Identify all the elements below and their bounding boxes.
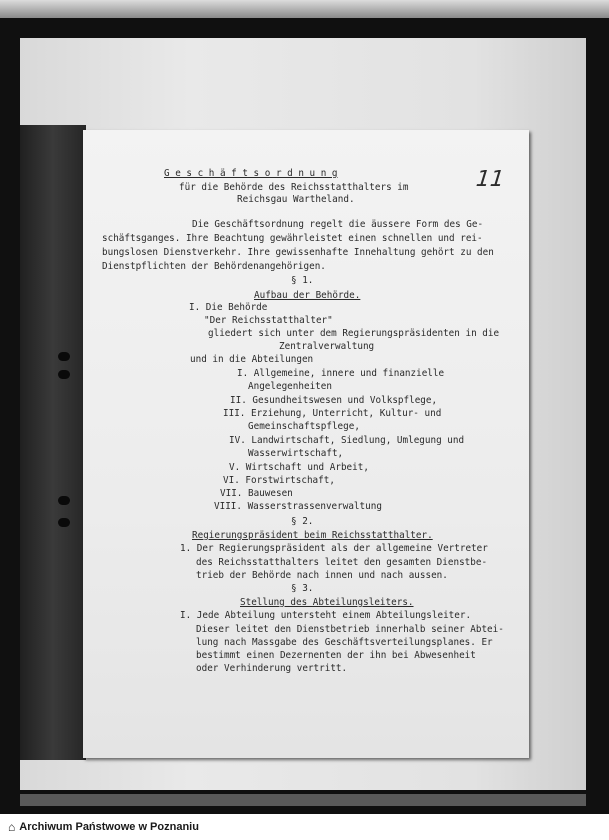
text-line: I. Allgemeine, innere und finanzielle (237, 368, 445, 379)
text-line: Angelegenheiten (248, 381, 332, 392)
text-line: Wasserwirtschaft, (248, 448, 344, 459)
text-line: Regierungspräsident beim Reichsstatthalter. (192, 530, 433, 541)
text-line: § 3. (291, 583, 314, 594)
text-line: G e s c h ä f t s o r d n u n g (164, 168, 338, 179)
text-line: "Der Reichsstatthalter" (204, 315, 333, 326)
text-line: lung nach Massgabe des Geschäftsverteilungsplanes. Er (196, 637, 493, 648)
text-line: Dienstpflichten der Behördenangehörigen. (102, 261, 326, 272)
punch-hole (58, 352, 70, 361)
text-line: VII. Bauwesen (220, 488, 293, 499)
text-line: § 2. (291, 516, 314, 527)
top-frame-bar (0, 0, 609, 18)
archive-name: Archiwum Państwowe w Poznaniu (19, 821, 199, 833)
text-line: III. Erziehung, Unterricht, Kultur- und (223, 408, 442, 419)
text-line: § 1. (291, 275, 314, 286)
text-line: bestimmt einen Dezernenten der ihn bei Abwesenheit (196, 650, 476, 661)
text-line: für die Behörde des Reichsstatthalters im (179, 182, 409, 193)
text-line: Gemeinschaftspflege, (248, 421, 360, 432)
text-line: I. Jede Abteilung untersteht einem Abteilungsleiter. (180, 610, 472, 621)
text-line: Aufbau der Behörde. (254, 290, 361, 301)
text-line: I. Die Behörde (189, 302, 268, 313)
text-line: Die Geschäftsordnung regelt die äussere Form des Ge- (192, 219, 484, 230)
punch-hole (58, 370, 70, 379)
text-line: gliedert sich unter dem Regierungspräsidenten in die (208, 328, 500, 339)
text-line: IV. Landwirtschaft, Siedlung, Umlegung und (229, 435, 465, 446)
text-line: Reichsgau Wartheland. (237, 194, 355, 205)
text-line: VI. Forstwirtschaft, (223, 475, 335, 486)
punch-hole (58, 496, 70, 505)
text-line: des Reichsstatthalters leitet den gesamten Dienstbe- (196, 557, 488, 568)
text-line: 1. Der Regierungspräsident als der allgemeine Vertreter (180, 543, 488, 554)
text-line: bungslosen Dienstverkehr. Ihre gewissenhafte Innehaltung gehört zu den (102, 247, 494, 258)
film-strip (20, 794, 586, 806)
text-line: oder Verhinderung vertritt. (196, 663, 348, 674)
text-line: VIII. Wasserstrassenverwaltung (214, 501, 382, 512)
text-line: trieb der Behörde nach innen und nach aussen. (196, 570, 448, 581)
text-line: II. Gesundheitswesen und Volkspflege, (230, 395, 438, 406)
text-line: V. Wirtschaft und Arbeit, (229, 462, 369, 473)
page-number: 11 (474, 167, 506, 192)
text-line: Stellung des Abteilungsleiters. (240, 597, 414, 608)
text-line: Zentralverwaltung (279, 341, 375, 352)
punch-hole (58, 518, 70, 527)
text-line: schäftsganges. Ihre Beachtung gewährleistet einen schnellen und rei- (102, 233, 483, 244)
text-line: Dieser leitet den Dienstbetrieb innerhalb seiner Abtei- (196, 624, 504, 635)
archive-logo-icon: ⌂ (8, 820, 16, 834)
binding-strip (20, 125, 86, 760)
text-line: und in die Abteilungen (190, 354, 314, 365)
archive-footer (0, 814, 609, 840)
